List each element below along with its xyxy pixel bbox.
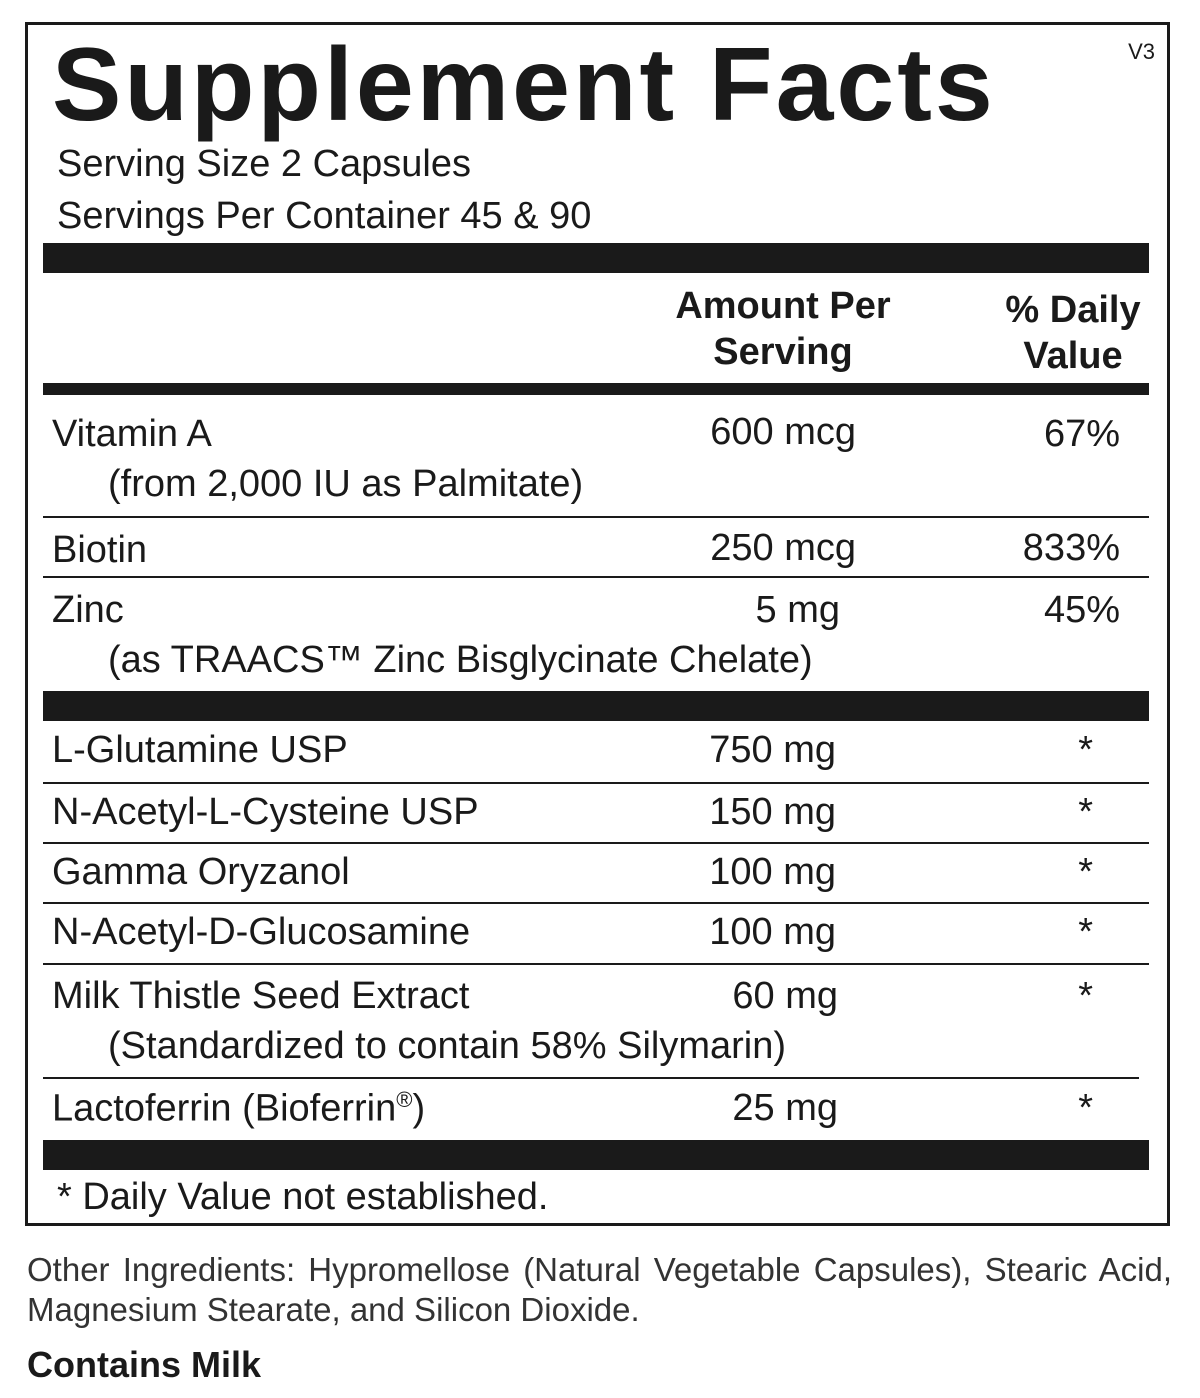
dv-header-line2: Value	[1023, 335, 1123, 377]
ingredient-amount: 100 mg	[709, 911, 836, 953]
nutrient-name: Vitamin A	[52, 413, 212, 455]
row-divider	[43, 963, 1149, 965]
row-divider	[43, 576, 1149, 578]
ingredient-daily-value: *	[1078, 791, 1093, 833]
ingredient-name: Milk Thistle Seed Extract	[52, 975, 470, 1017]
allergen-statement: Contains Milk	[27, 1344, 262, 1385]
ingredient-amount: 100 mg	[709, 851, 836, 893]
nutrient-source: (as TRAACS™ Zinc Bisglycinate Chelate)	[108, 639, 813, 681]
thick-divider-middle	[43, 691, 1149, 721]
amount-header-line2: Serving	[713, 331, 853, 373]
nutrient-amount: 600 mcg	[710, 411, 856, 453]
other-ingredients: Other Ingredients: Hypromellose (Natural Vegetable Capsules), Stearic Acid, Magnesium Stearate, and Silicon Dioxide.	[27, 1251, 1172, 1328]
amount-header	[648, 283, 918, 375]
nutrient-amount: 250 mcg	[710, 527, 856, 569]
nutrient-daily-value: 45%	[1043, 589, 1120, 631]
row-divider	[43, 902, 1149, 904]
daily-value-footnote: * Daily Value not established.	[57, 1176, 549, 1218]
nutrient-name: Biotin	[52, 529, 148, 571]
serving-size: Serving Size 2 Capsules	[57, 143, 471, 185]
row-divider	[43, 782, 1149, 784]
ingredient-amount: 150 mg	[709, 791, 836, 833]
ingredient-name: Gamma Oryzanol	[52, 851, 350, 893]
ingredient-name: N-Acetyl-D-Glucosamine	[52, 911, 471, 953]
thick-divider-header	[43, 383, 1149, 395]
ingredient-standardization: (Standardized to contain 58% Silymarin)	[108, 1025, 787, 1067]
ingredient-amount: 750 mg	[709, 729, 836, 771]
thick-divider-top	[43, 243, 1149, 273]
row-divider	[43, 842, 1149, 844]
ingredient-daily-value: *	[1078, 975, 1093, 1017]
version-label: V3	[1128, 39, 1155, 64]
daily-value-header	[983, 287, 1163, 379]
amount-header-line1: Amount Per	[675, 285, 891, 327]
registered-mark: ®	[396, 1087, 413, 1112]
ingredient-name	[52, 1089, 425, 1128]
ingredient-name: N-Acetyl-L-Cysteine USP	[52, 791, 479, 833]
ingredient-amount: 25 mg	[732, 1087, 838, 1129]
ingredient-name-text: Lactoferrin (Bioferrin	[52, 1087, 397, 1130]
nutrient-source: (from 2,000 IU as Palmitate)	[108, 463, 584, 505]
nutrient-daily-value: 67%	[1043, 413, 1120, 455]
ingredient-daily-value: *	[1078, 911, 1093, 953]
panel-title: Supplement Facts	[52, 27, 996, 143]
nutrient-amount: 5 mg	[755, 589, 840, 631]
servings-per-container: Servings Per Container 45 & 90	[57, 195, 592, 237]
ingredient-name-end: )	[412, 1087, 426, 1130]
nutrient-name: Zinc	[52, 589, 124, 631]
dv-header-line1: % Daily	[1005, 289, 1141, 331]
ingredient-name: L-Glutamine USP	[52, 729, 348, 771]
ingredient-amount: 60 mg	[732, 975, 838, 1017]
ingredient-daily-value: *	[1078, 1087, 1093, 1129]
ingredient-daily-value: *	[1078, 851, 1093, 893]
supplement-facts-panel	[25, 22, 1170, 1226]
nutrient-daily-value: 833%	[1022, 527, 1120, 569]
ingredient-daily-value: *	[1078, 729, 1093, 771]
row-divider	[43, 516, 1149, 518]
thick-divider-bottom	[43, 1140, 1149, 1170]
row-divider	[43, 1077, 1139, 1079]
